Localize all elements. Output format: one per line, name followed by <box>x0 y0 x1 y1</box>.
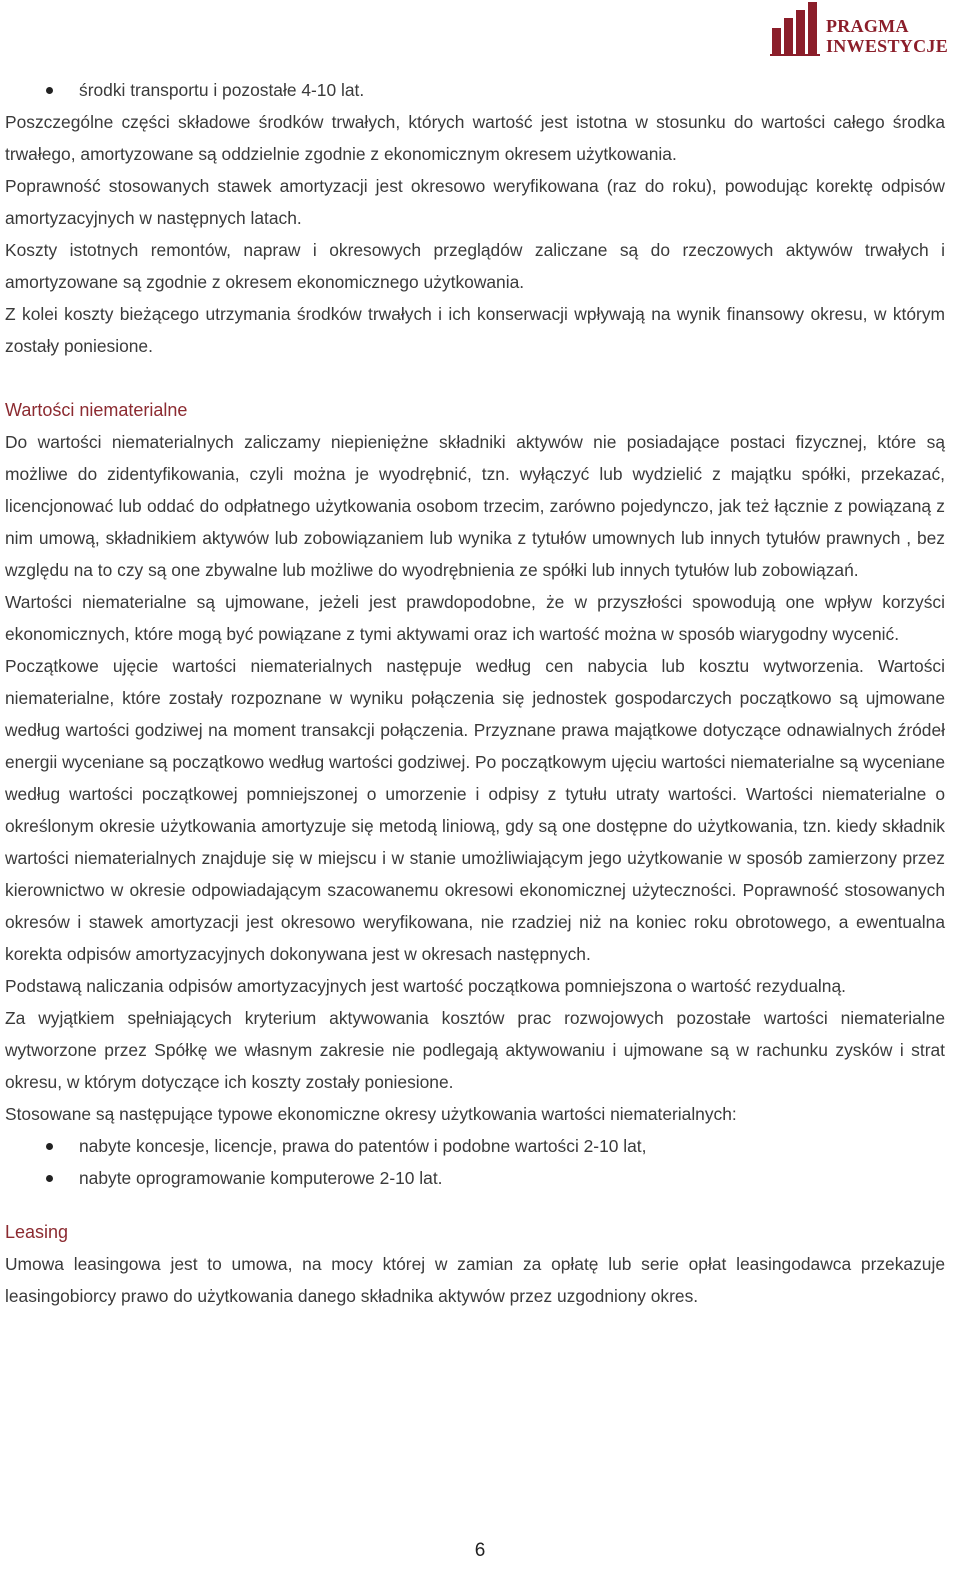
list-item <box>5 74 945 106</box>
paragraph: Z kolei koszty bieżącego utrzymania środków trwałych i ich konserwacji wpływają na wynik finansowy okresu, w którym zostały poniesione. <box>5 304 945 356</box>
bullet-icon <box>5 1162 79 1194</box>
list-item-text: środki transportu i pozostałe 4-10 lat. <box>79 80 365 100</box>
bullet-icon <box>5 1130 79 1162</box>
pragma-logo-bars-icon <box>770 2 820 56</box>
paragraph: Podstawą naliczania odpisów amortyzacyjnych jest wartość początkowa pomniejszona o wartość rezydualną. <box>5 976 846 996</box>
section-heading: Leasing <box>5 1222 69 1242</box>
pragma-logo-text <box>826 16 948 56</box>
paragraph: Do wartości niematerialnych zaliczamy niepieniężne składniki aktywów nie posiadające postaci fizycznej, które są możliwe do zidentyfikowania, czyli można je wyodrębnić, tzn. wyłączyć lub wydzielić z majątku spółki, przekazać, licencjonować lub oddać do odpłatnego użytkowania osobom trzecim, zarówno pojedynczo, jak też łącznie z powiązaną z nim umową, składnikiem aktywów lub zobowiązaniem lub wynika z tytułów umownych lub innych tytułów prawnych , bez względu na to czy są one zbywalne lub możliwe do wyodrębnienia ze spółki lub innych tytułów lub zobowiązań. <box>5 432 945 580</box>
section-heading: Wartości niematerialne <box>5 400 188 420</box>
paragraph: Poprawność stosowanych stawek amortyzacji jest okresowo weryfikowana (raz do roku), powodując korektę odpisów amortyzacyjnych w następnych latach. <box>5 176 945 228</box>
bullet-icon <box>5 74 79 106</box>
paragraph: Za wyjątkiem spełniających kryterium aktywowania kosztów prac rozwojowych pozostałe wartości niematerialne wytworzone przez Spółkę we własnym zakresie nie podlegają aktywowaniu i ujmowane są w rachunku zysków i strat okresu, w którym dotyczące ich koszty zostały poniesione. <box>5 1008 945 1092</box>
list-item <box>5 1162 945 1194</box>
paragraph: Stosowane są następujące typowe ekonomiczne okresy użytkowania wartości niematerialnych: <box>5 1104 737 1124</box>
list-item-text: nabyte koncesje, licencje, prawa do patentów i podobne wartości 2-10 lat, <box>79 1136 647 1156</box>
logo-line-2: INWESTYCJE <box>825 36 948 56</box>
page-number: 6 <box>474 1540 486 1561</box>
pragma-logo <box>770 2 948 56</box>
list-item <box>5 1130 945 1162</box>
document-body <box>5 74 945 1312</box>
paragraph: Wartości niematerialne są ujmowane, jeżeli jest prawdopodobne, że w przyszłości spowodują one wpływ korzyści ekonomicznych, które mogą być powiązane z tymi aktywami oraz ich wartość można w sposób wiarygodny wycenić. <box>5 592 945 644</box>
paragraph: Koszty istotnych remontów, napraw i okresowych przeglądów zaliczane są do rzeczowych aktywów trwałych i amortyzowane są zgodnie z okresem ekonomicznego użytkowania. <box>5 240 945 292</box>
list-item-text: nabyte oprogramowanie komputerowe 2-10 lat. <box>79 1168 443 1188</box>
logo-line-1: PRAGMA <box>825 16 909 36</box>
paragraph: Początkowe ujęcie wartości niematerialnych następuje według cen nabycia lub kosztu wytworzenia. Wartości niematerialne, które zostały rozpoznane w wyniku połączenia się jednostek gospodarczych początkowo są ujmowane według wartości godziwej na moment transakcji połączenia. Przyznane prawa majątkowe dotyczące odnawialnych źródeł energii wyceniane są początkowo według wartości godziwej. Po początkowym ujęciu wartości niematerialne są wyceniane według wartości początkowej pomniejszonej o umorzenie i odpisy z tytułu utraty wartości. Wartości niematerialne o określonym okresie użytkowania amortyzuje się metodą liniową, gdy są one dostępne do użytkowania, tzn. kiedy składnik wartości niematerialnych znajduje się w miejscu i w stanie umożliwiającym jego użytkowanie w sposób zamierzony przez kierownictwo w okresie odpowiadającym szacowanemu okresowi ekonomicznej użyteczności. Poprawność stosowanych okresów i stawek amortyzacji jest okresowo weryfikowana, nie rzadziej niż na koniec roku obrotowego, a ewentualna korekta odpisów amortyzacyjnych dokonywana jest w okresach następnych. <box>5 656 945 964</box>
paragraph: Umowa leasingowa jest to umowa, na mocy której w zamian za opłatę lub serie opłat leasingodawca przekazuje leasingobiorcy prawo do użytkowania danego składnika aktywów przez uzgodniony okres. <box>5 1254 945 1306</box>
paragraph: Poszczególne części składowe środków trwałych, których wartość jest istotna w stosunku do wartości całego środka trwałego, amortyzowane są oddzielnie zgodnie z ekonomicznym okresem użytkowania. <box>5 112 945 164</box>
